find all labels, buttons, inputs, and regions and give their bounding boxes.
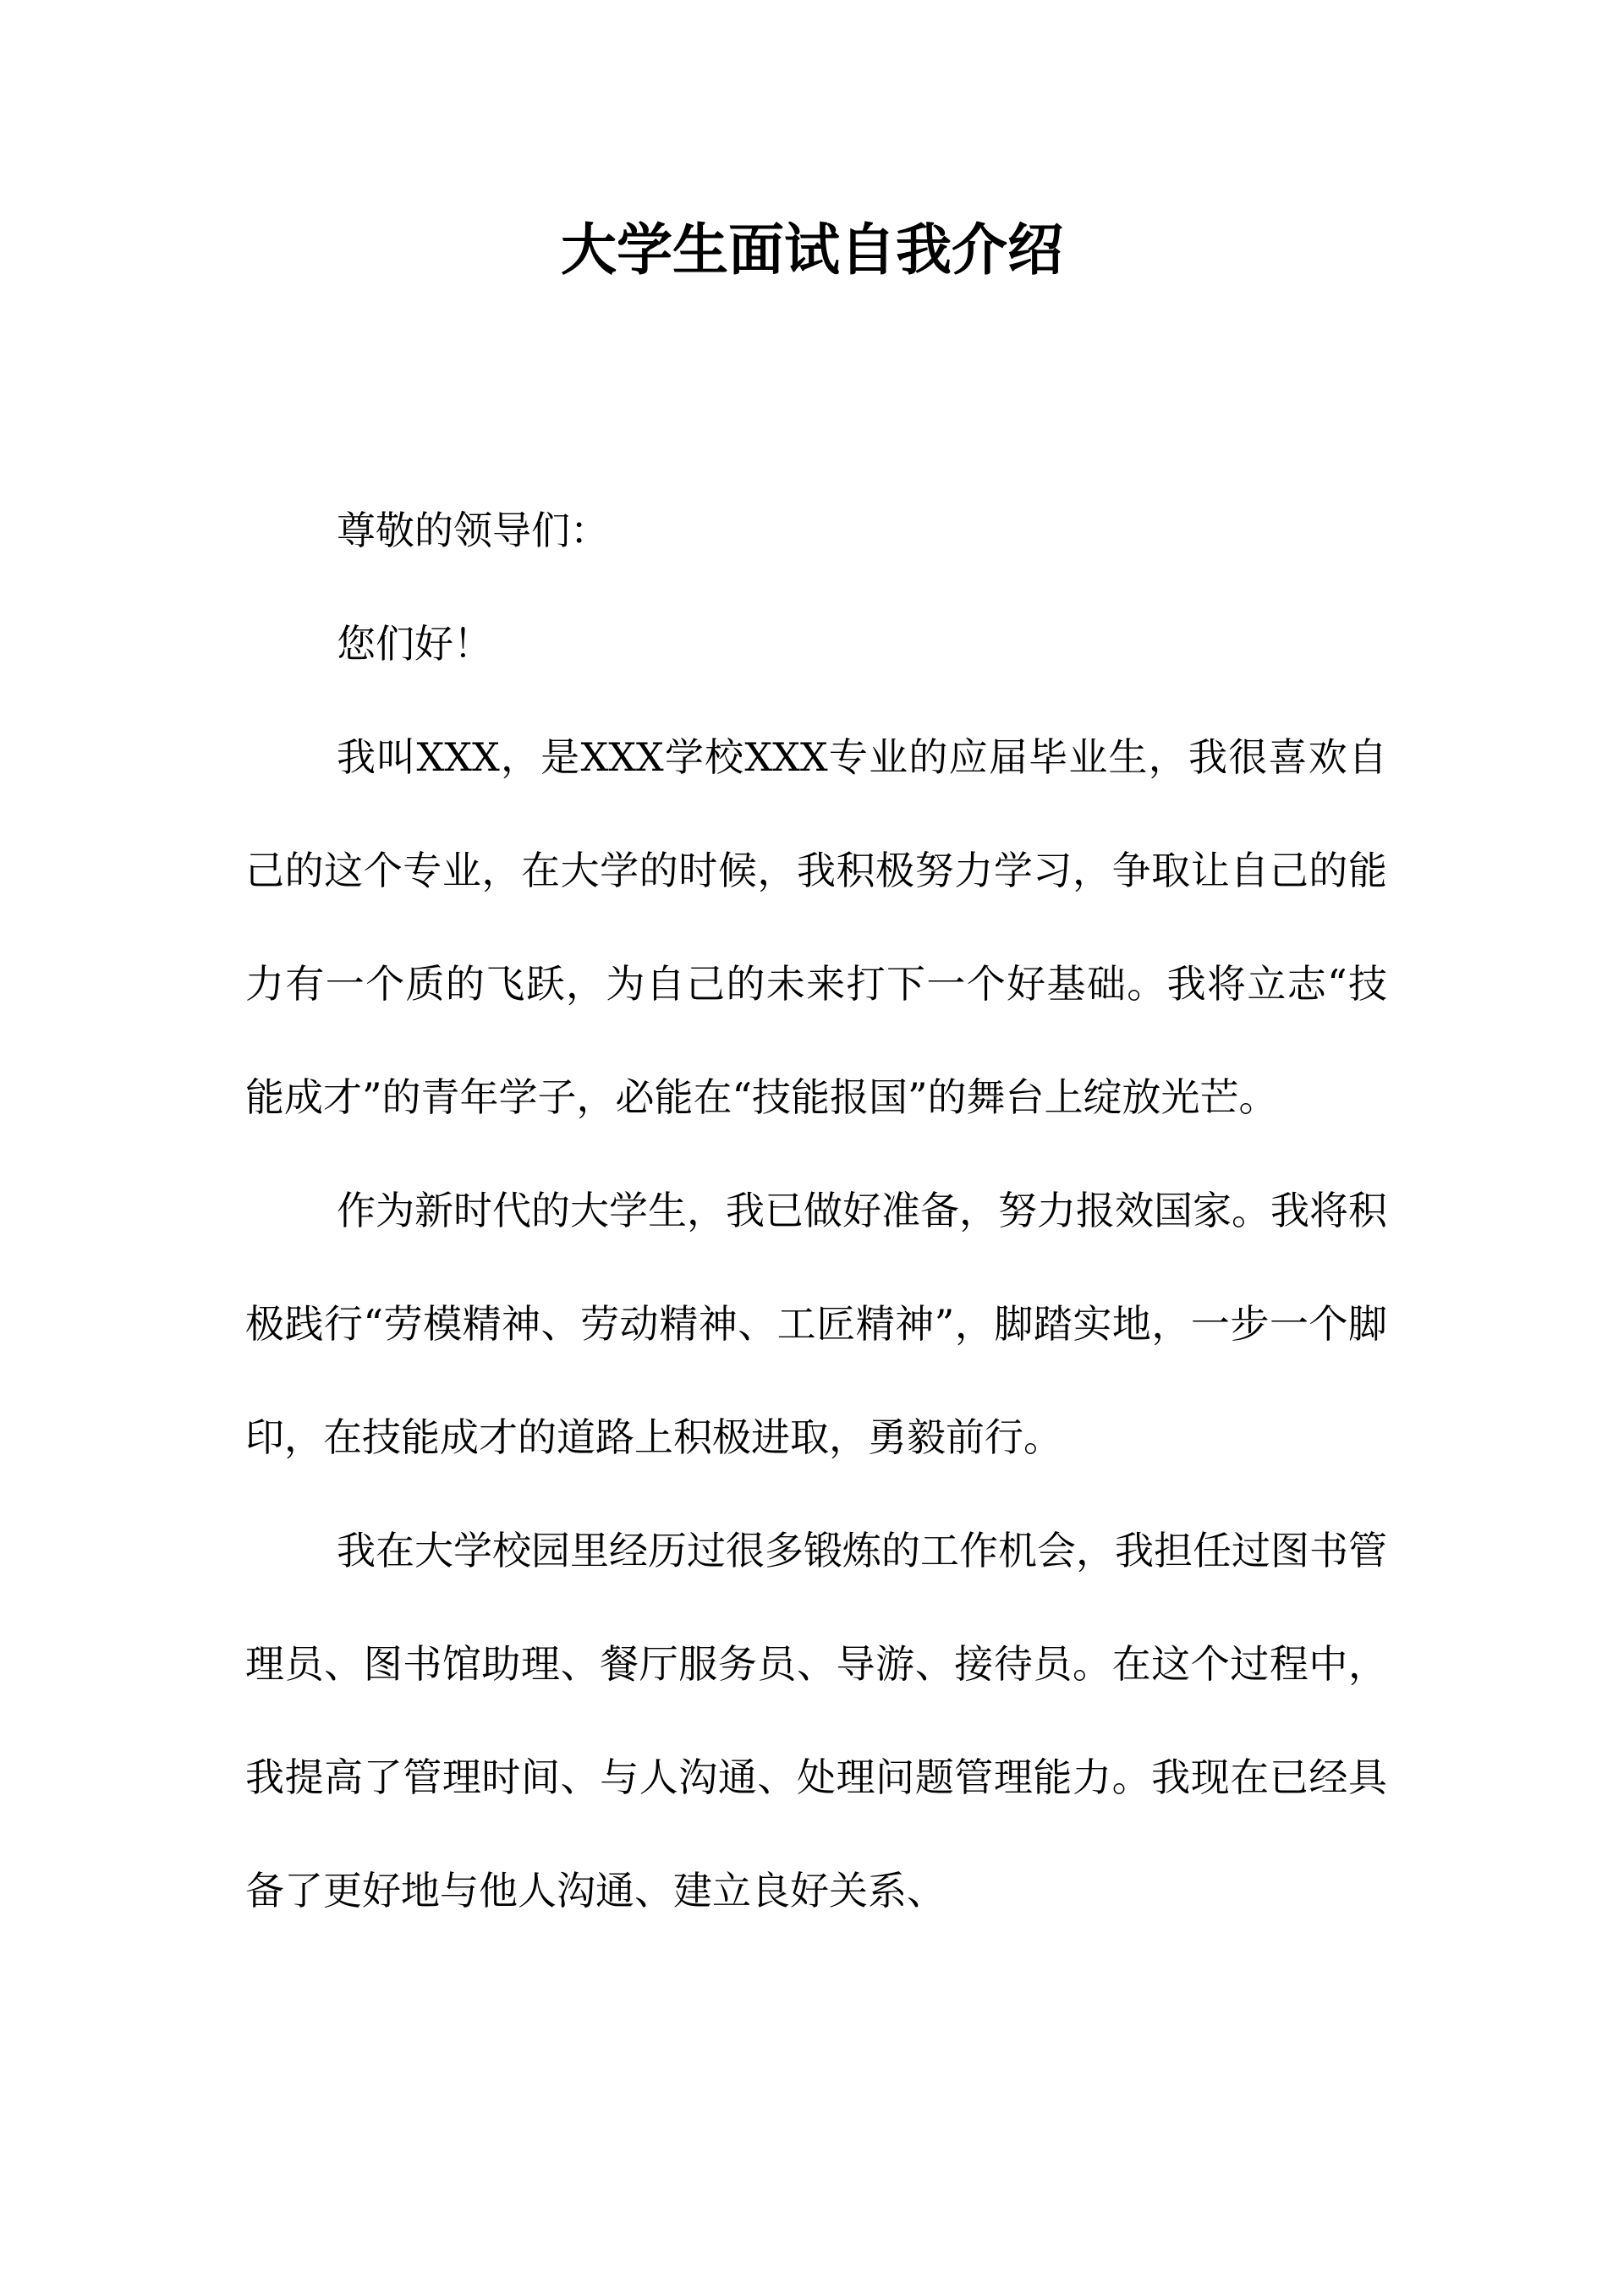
greeting: 您们好！ [337,621,492,667]
document-body [245,474,1387,1947]
paragraph-introduction: 我叫XXX，是XXX学校XXX专业的应届毕业生，我很喜欢自己的这个专业，在大学的时候，我积极努力学习，争取让自己的能力有一个质的飞跃，为自己的未来打下一个好基础。我将立志“技能成才”的青年学子，必能在“技能报国”的舞台上绽放光芒。 [245,734,1387,1120]
paragraph-commitment: 作为新时代的大学生，我已做好准备，努力报效国家。我将积极践行“劳模精神、劳动精神、工匠精神”，脚踏实地，一步一个脚印，在技能成才的道路上积极进取，勇毅前行。 [245,1188,1387,1460]
document-title: 大学生面试自我介绍 [561,217,1063,283]
paragraph-experience: 我在大学校园里经历过很多锻炼的工作机会，我担任过图书管理员、图书馆助理、餐厅服务员、导游、接待员。在这个过程中，我提高了管理时间、与人沟通、处理问题管理能力。我现在已经具备了更好地与他人沟通、建立良好关系、 [245,1528,1387,1913]
salutation: 尊敬的领导们： [337,508,609,553]
